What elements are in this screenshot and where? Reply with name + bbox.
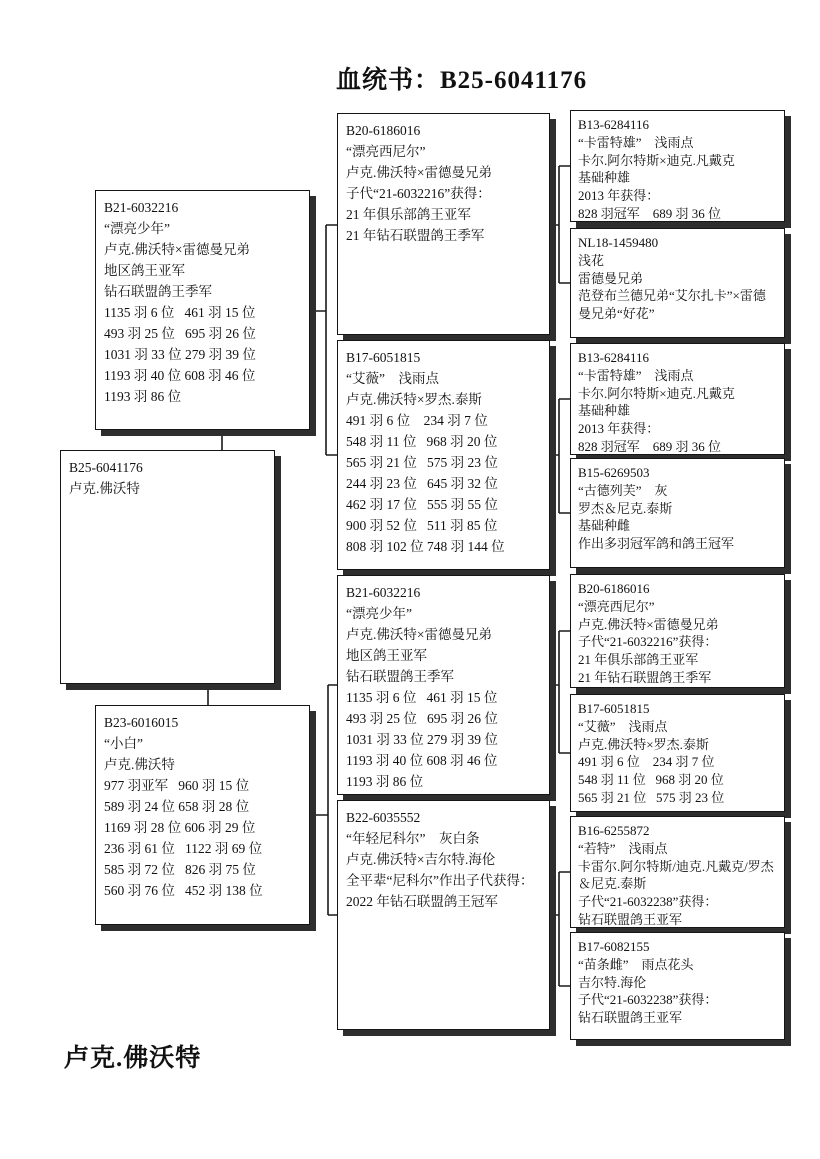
box-text-line: 地区鸽王亚军	[104, 263, 185, 278]
box-text-line: “漂亮少年”	[346, 606, 412, 621]
box-text-line: 钻石联盟鸽王季军	[346, 669, 454, 684]
box-text-line: B20-6186016	[578, 581, 650, 596]
box-text-line: 1193 羽 40 位 608 羽 46 位	[346, 753, 498, 768]
box-text-line: “年轻尼科尔” 灰白条	[346, 831, 480, 846]
box-text-line: 493 羽 25 位 695 羽 26 位	[346, 711, 498, 726]
box-text-line: 1169 羽 28 位 606 羽 29 位	[104, 820, 256, 835]
pedigree-box-grandparent-2	[337, 340, 550, 570]
box-text-line: 1193 羽 86 位	[346, 774, 424, 789]
box-text-line: B13-6284116	[578, 350, 650, 365]
box-text-line: B16-6255872	[578, 823, 650, 838]
box-text-line: 977 羽亚军 960 羽 15 位	[104, 778, 250, 793]
pedigree-box-grandparent-4	[337, 800, 550, 1030]
box-text-line: 244 羽 23 位 645 羽 32 位	[346, 476, 498, 491]
box-text-line: 卢克.佛沃特	[69, 481, 140, 496]
pedigree-box-grandparent-1	[337, 113, 550, 335]
box-text-line: 浅花	[578, 252, 605, 268]
box-text-line: 828 羽冠军 689 羽 36 位	[578, 438, 722, 454]
box-text-line: B17-6082155	[578, 939, 650, 954]
box-text-line: 钻石联盟鸽王亚军	[578, 1010, 683, 1026]
box-text-line: 548 羽 11 位 968 羽 20 位	[578, 772, 724, 788]
box-text-line: 雷德曼兄弟	[578, 270, 644, 286]
box-text-line: 卢克.佛沃特×吉尔特.海伦	[346, 852, 496, 867]
pedigree-title: 血统书：B25-6041176	[336, 67, 588, 94]
box-text-line: 卢克.佛沃特×罗杰.泰斯	[346, 392, 482, 407]
box-text-line: ＆尼克.泰斯	[578, 876, 647, 892]
box-text-line: 1135 羽 6 位 461 羽 15 位	[346, 690, 498, 705]
box-text-line: “艾薇” 浅雨点	[346, 371, 439, 386]
box-text-line: 曼兄弟“好花”	[578, 306, 655, 322]
box-text-line: 作出多羽冠军鸽和鸽王冠军	[578, 536, 735, 552]
box-text-line: “漂亮少年”	[104, 221, 170, 236]
box-text-line: 钻石联盟鸽王季军	[104, 284, 212, 299]
box-text-line: 491 羽 6 位 234 羽 7 位	[578, 754, 715, 770]
box-text-line: “漂亮西尼尔”	[346, 144, 426, 159]
box-text-line: B15-6269503	[578, 465, 650, 480]
pedigree-box-greatgrandparent-1	[570, 110, 785, 222]
box-text-line: “古德列芙” 灰	[578, 482, 668, 498]
box-text-line: 900 羽 52 位 511 羽 85 位	[346, 518, 498, 533]
box-text-line: 589 羽 24 位 658 羽 28 位	[104, 799, 250, 814]
pedigree-box-greatgrandparent-2	[570, 228, 785, 338]
box-text-line: 2013 年获得：	[578, 421, 660, 437]
box-text-line: 卢克.佛沃特×雷德曼兄弟	[346, 627, 492, 642]
box-text-line: “小白”	[104, 736, 143, 751]
box-text-line: 560 羽 76 位 452 羽 138 位	[104, 883, 263, 898]
box-text-line: NL18-1459480	[578, 235, 659, 250]
box-text-line: 子代“21-6032216”获得：	[578, 634, 718, 650]
box-text-line: 1193 羽 86 位	[104, 389, 182, 404]
box-text-line: 基础种雄	[578, 170, 631, 186]
box-text-line: 828 羽冠军 689 羽 36 位	[578, 205, 722, 221]
box-text-line: “卡雷特雄” 浅雨点	[578, 134, 694, 150]
pedigree-box-sire	[95, 190, 310, 430]
pedigree-box-greatgrandparent-3	[570, 343, 785, 455]
pedigree-box-greatgrandparent-7	[570, 816, 785, 928]
box-text-line: 808 羽 102 位 748 羽 144 位	[346, 539, 505, 554]
box-text-line: “卡雷特雄” 浅雨点	[578, 367, 694, 383]
box-text-line: 548 羽 11 位 968 羽 20 位	[346, 434, 498, 449]
box-text-line: 1193 羽 40 位 608 羽 46 位	[104, 368, 256, 383]
box-text-line: 钻石联盟鸽王亚军	[578, 911, 683, 927]
box-text-line: 卢克.佛沃特×雷德曼兄弟	[104, 242, 250, 257]
box-text-line: 565 羽 21 位 575 羽 23 位	[346, 455, 498, 470]
box-text-line: 2022 年钻石联盟鸽王冠军	[346, 894, 498, 909]
box-text-line: 1031 羽 33 位 279 羽 39 位	[104, 347, 256, 362]
box-text-line: 491 羽 6 位 234 羽 7 位	[346, 413, 488, 428]
box-text-line: 565 羽 21 位 575 羽 23 位	[578, 789, 725, 805]
box-text-line: B17-6051815	[578, 701, 650, 716]
box-text-line: 子代“21-6032216”获得：	[346, 186, 491, 201]
box-text-line: “苗条雌” 雨点花头	[578, 956, 694, 972]
box-text-line: 全平辈“尼科尔”作出子代获得：	[346, 873, 534, 888]
box-text-line: B13-6284116	[578, 117, 650, 132]
box-text-line: 卢克.佛沃特×雷德曼兄弟	[578, 616, 719, 632]
box-text-line: 493 羽 25 位 695 羽 26 位	[104, 326, 256, 341]
box-text-line: 基础种雄	[578, 403, 631, 419]
box-text-line: 地区鸽王亚军	[346, 648, 427, 663]
box-text-line: B20-6186016	[346, 123, 421, 138]
box-text-line: 21 年钻石联盟鸽王季军	[346, 228, 485, 243]
box-text-line: 卢克.佛沃特	[104, 757, 175, 772]
pedigree-box-greatgrandparent-8	[570, 932, 785, 1040]
box-text-line: 1031 羽 33 位 279 羽 39 位	[346, 732, 498, 747]
box-text-line: “漂亮西尼尔”	[578, 598, 655, 614]
box-text-line: “艾薇” 浅雨点	[578, 718, 668, 734]
box-text-line: 卡尔.阿尔特斯×迪克.凡戴克	[578, 152, 735, 168]
box-text-line: B21-6032216	[104, 200, 179, 215]
box-text-line: B17-6051815	[346, 350, 421, 365]
breeder-name: 卢克.佛沃特	[64, 1045, 202, 1072]
box-text-line: “若特” 浅雨点	[578, 840, 668, 856]
box-text-line: 21 年钻石联盟鸽王季军	[578, 669, 712, 685]
box-text-line: 卡雷尔.阿尔特斯/迪克.凡戴克/罗杰	[578, 858, 774, 874]
pedigree-box-subject	[60, 450, 275, 684]
box-text-line: 236 羽 61 位 1122 羽 69 位	[104, 841, 263, 856]
box-text-line: 1135 羽 6 位 461 羽 15 位	[104, 305, 256, 320]
box-text-line: 卢克.佛沃特×罗杰.泰斯	[578, 736, 709, 752]
box-text-line: 585 羽 72 位 826 羽 75 位	[104, 862, 256, 877]
pedigree-box-grandparent-3	[337, 575, 550, 795]
box-text-line: 2013 年获得：	[578, 188, 660, 204]
pedigree-box-greatgrandparent-6	[570, 694, 785, 812]
pedigree-box-dam	[95, 705, 310, 925]
box-text-line: B25-6041176	[69, 460, 143, 475]
box-text-line: 子代“21-6032238”获得：	[578, 992, 718, 1008]
box-text-line: 462 羽 17 位 555 羽 55 位	[346, 497, 498, 512]
box-text-line: 基础种雌	[578, 518, 631, 534]
pedigree-box-greatgrandparent-4	[570, 458, 785, 568]
box-text-line: B23-6016015	[104, 715, 179, 730]
box-text-line: 21 年俱乐部鸽王亚军	[578, 652, 699, 668]
box-text-line: 卡尔.阿尔特斯×迪克.凡戴克	[578, 385, 735, 401]
box-text-line: 卢克.佛沃特×雷德曼兄弟	[346, 165, 492, 180]
box-text-line: B22-6035552	[346, 810, 421, 825]
box-text-line: 吉尔特.海伦	[578, 974, 647, 990]
pedigree-box-greatgrandparent-5	[570, 574, 785, 688]
box-text-line: B21-6032216	[346, 585, 421, 600]
box-text-line: 范登布兰德兄弟“艾尔扎卡”×雷德	[578, 288, 766, 304]
box-text-line: 罗杰＆尼克.泰斯	[578, 500, 673, 516]
box-text-line: 子代“21-6032238”获得：	[578, 894, 718, 910]
box-text-line: 21 年俱乐部鸽王亚军	[346, 207, 471, 222]
